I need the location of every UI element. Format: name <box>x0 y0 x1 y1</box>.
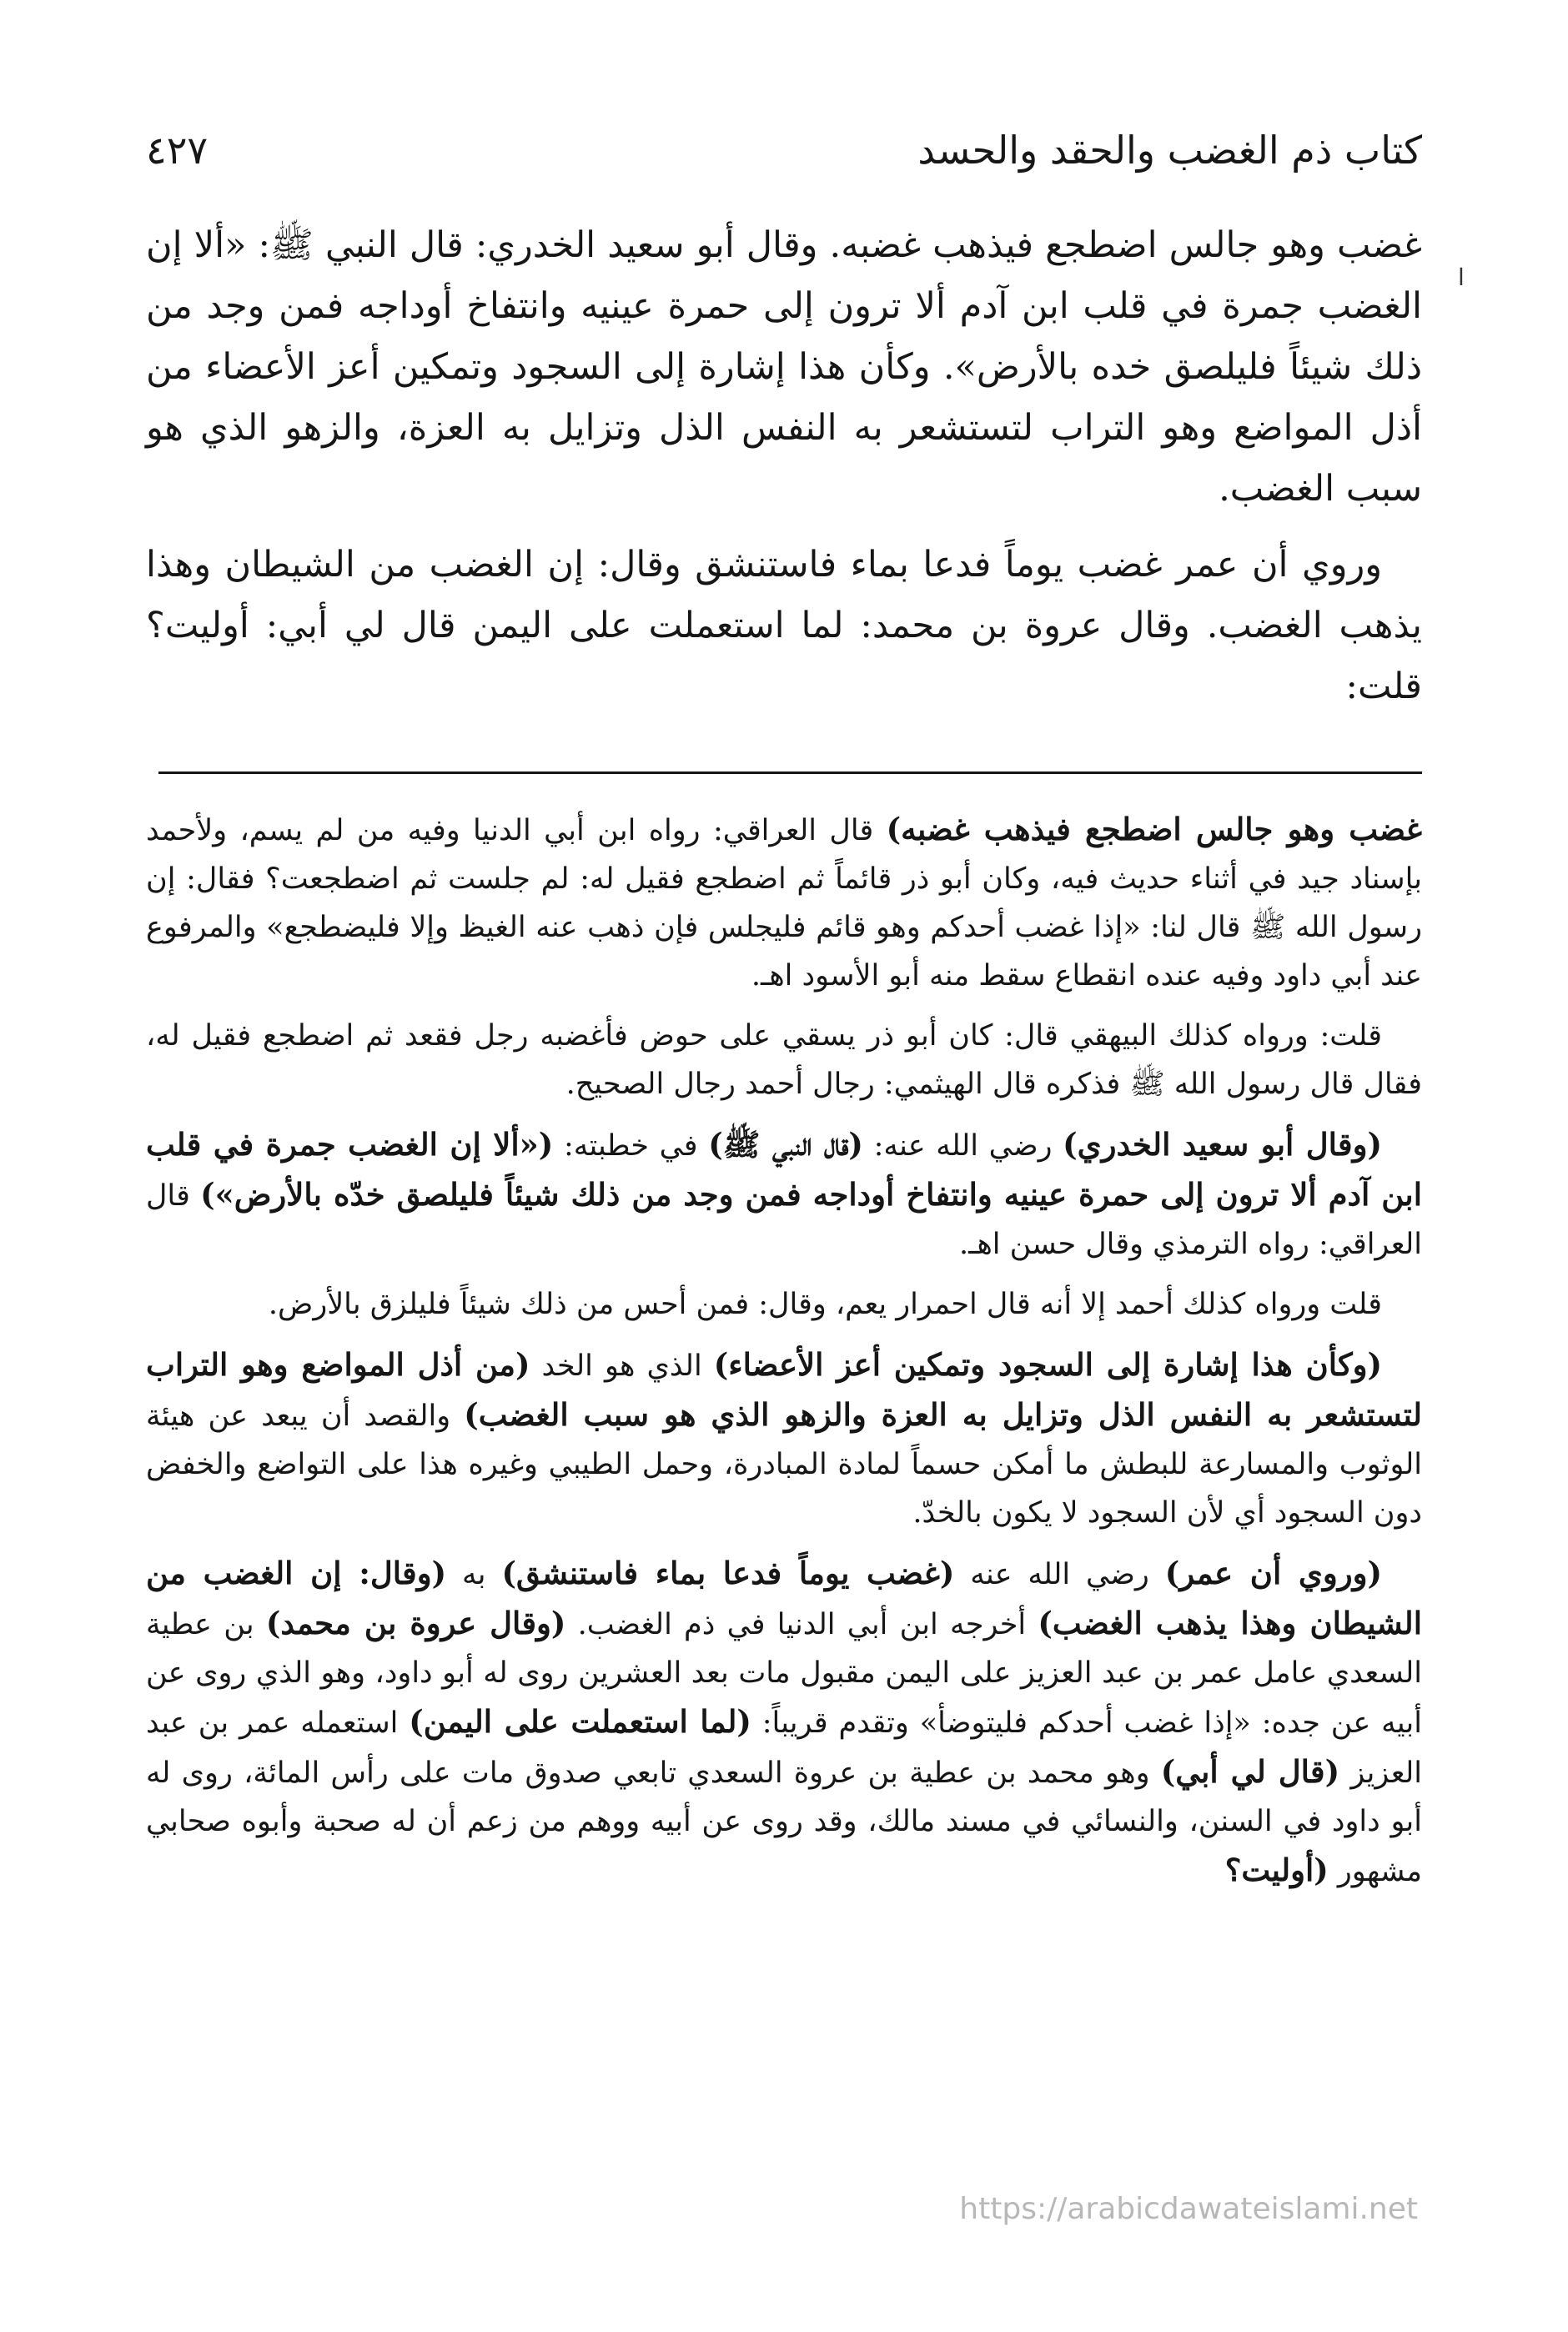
commentary-text: رضي الله عنه: <box>873 1129 1053 1163</box>
commentary-paragraph <box>146 805 1422 1000</box>
commentary-paragraph <box>146 1012 1422 1108</box>
margin-mark: ا <box>1458 264 1465 291</box>
commentary-text: بن عطية السعدي عامل عمر بن عبد العزيز على اليمن مقبول مات بعد العشرين روى له أبو داود، وهو الذي روى عن أبيه عن جده: «إذا غضب أحدكم فليتوضأ» وتقدم قريباً: <box>146 1608 1422 1740</box>
quoted-text: (وقال: إن الغضب من الشيطان وهذا يذهب الغضب) <box>146 1555 1422 1641</box>
quoted-text: («ألا إن الغضب جمرة في قلب ابن آدم ألا ترون إلى حمرة عينيه وانتفاخ أوداجه فمن وجد من ذلك شيئاً فليلصق خدّه بالأرض») <box>146 1126 1422 1213</box>
quoted-text: (وكأن هذا إشارة إلى السجود وتمكين أعز الأعضاء) <box>713 1346 1382 1383</box>
main-text <box>146 215 1422 732</box>
commentary-text: أخرجه ابن أبي الدنيا في ذم الغضب. <box>577 1608 1027 1641</box>
commentary-text: قلت ورواه كذلك أحمد إلا أنه قال احمرار يعم، وقال: فمن أحس من ذلك شيئاً فليلزق بالأرض. <box>268 1288 1382 1321</box>
commentary-text: رضي الله عنه <box>970 1558 1149 1591</box>
commentary-text: الذي هو الخد <box>541 1349 702 1383</box>
commentary-paragraph <box>146 1549 1422 1896</box>
page-header <box>146 117 1422 183</box>
commentary-text: في خطبته: <box>563 1129 698 1163</box>
quoted-text: (قال النبي ﷺ) <box>708 1126 863 1163</box>
quoted-text: (غضب يوماً فدعا بماء فاستنشق) <box>501 1555 955 1591</box>
commentary-text: قلت: ورواه كذلك البيهقي قال: كان أبو ذر يسقي على حوض فأغضبه رجل فقعد ثم اضطجع فقيل له، فقال قال رسول الله ﷺ فذكره قال الهيثمي: رجال أحمد رجال الصحيح. <box>146 1019 1422 1101</box>
commentary-paragraph <box>146 1340 1422 1537</box>
main-paragraph: غضب وهو جالس اضطجع فيذهب غضبه. وقال أبو سعيد الخدري: قال النبي ﷺ: «ألا إن الغضب جمرة في قلب ابن آدم ألا ترون إلى حمرة عينيه وانتفاخ أوداجه فمن وجد من ذلك شيئاً فليلصق خده بالأرض». وكأن هذا إشارة إلى السجود وتمكين أعز الأعضاء من أذل المواضع وهو التراب لتستشعر به النفس الذل وتزايل به العزة، والزهو الذي هو سبب الغضب. <box>146 224 1422 510</box>
watermark-url: https://arabicdawateislami.net <box>959 2192 1418 2226</box>
running-title: كتاب ذم الغضب والحقد والحسد <box>917 128 1422 173</box>
commentary-text: استعمله عمر بن عبد العزيز <box>146 1706 1422 1790</box>
quoted-text: (من أذل المواضع وهو التراب لتستشعر به النفس الذل وتزايل به العزة والزهو الذي هو سبب الغضب) <box>146 1346 1422 1433</box>
page-number: ٤٢٧ <box>146 128 209 173</box>
quoted-text: (قال لي أبي) <box>1160 1753 1340 1790</box>
commentary-text: قال العراقي: رواه الترمذي وقال حسن اهـ. <box>146 1179 1422 1261</box>
quoted-text: (وروي أن عمر) <box>1164 1555 1382 1591</box>
commentary-text: وهو محمد بن عطية بن عروة السعدي تابعي صدوق مات على رأس المائة، روى له أبو داود في السنن، والنسائي في مسند مالك، وقد روى عن أبيه ووهم من زعم أن له صحبة وأبوه صحابي مشهور <box>146 1757 1422 1888</box>
commentary-paragraph <box>146 1280 1422 1329</box>
commentary-text: قال العراقي: رواه ابن أبي الدنيا وفيه من لم يسم، ولأحمد بإسناد جيد في أثناء حديث فيه، وكان أبو ذر قائماً ثم اضطجع فقيل له: لم جلست ثم اضطجعت؟ فقال: إن رسول الله ﷺ قال لنا: «إذا غضب أحدكم وهو قائم فليجلس فإن ذهب عنه الغيظ وإلا فليضطجع» والمرفوع عند أبي داود وفيه عنده انقطاع سقط منه أبو الأسود اهـ. <box>146 814 1422 993</box>
footnote-divider <box>158 771 1422 774</box>
quoted-text: (لما استعملت على اليمن) <box>409 1703 751 1740</box>
quoted-text: غضب وهو جالس اضطجع فيذهب غضبه) <box>886 811 1422 847</box>
quoted-text: (أوليت؟ <box>1224 1852 1329 1888</box>
quoted-text: (وقال أبو سعيد الخدري) <box>1063 1126 1382 1163</box>
quoted-text: (وقال عروة بن محمد) <box>265 1605 566 1641</box>
commentary <box>146 805 1422 1907</box>
main-paragraph: وروي أن عمر غضب يوماً فدعا بماء فاستنشق وقال: إن الغضب من الشيطان وهذا يذهب الغضب. وقال عروة بن محمد: لما استعملت على اليمن قال لي أبي: أوليت؟ قلت: <box>146 544 1422 707</box>
commentary-text: والقصد أن يبعد عن هيئة الوثوب والمسارعة للبطش ما أمكن حسماً لمادة المبادرة، وحمل الطيبي وغيره هذا على التواضع والخفض دون السجود أي لأن السجود لا يكون بالخدّ. <box>146 1400 1422 1530</box>
commentary-paragraph <box>146 1120 1422 1269</box>
commentary-text: به <box>462 1558 486 1591</box>
